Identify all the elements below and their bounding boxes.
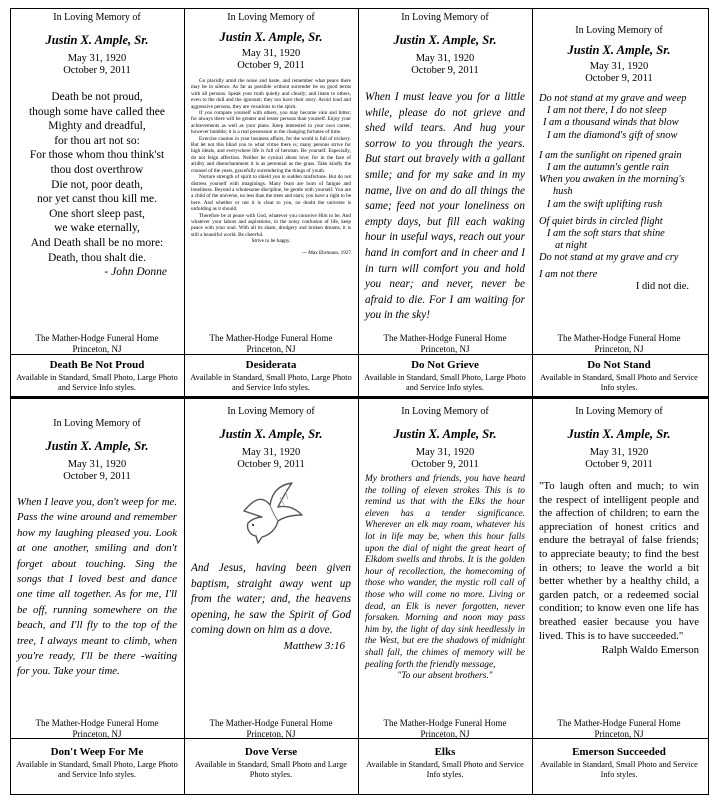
funeral-home [11,333,183,355]
memory-heading: In Loving Memory of [575,406,663,417]
availability-text: Available in Standard, Small Photo and Large Photo styles. [194,760,347,779]
poem-text: "To laugh often and much; to win the respect of intelligent people and the affection of children; to earn the appreciation of honest critics and endure the betrayal of false friends; to appreciate beauty; to find the best in others; to leave the world a bit better whether by a healthy child, a garden patch, or a redeemed social condition; to know even one life has breathed easier because you have lived. This is to have succeeded." [539,480,699,642]
memory-heading: In Loving Memory of [401,12,489,23]
availability-text: Available in Standard, Small Photo and Service Info styles. [540,760,698,779]
poem-line: I am not there, I do not sleep [547,105,667,117]
memory-heading: In Loving Memory of [401,406,489,417]
death-date: October 9, 2011 [237,459,305,470]
memory-heading: In Loving Memory of [227,12,315,23]
deceased-name: Justin X. Ample, Sr. [567,43,671,57]
birth-date: May 31, 1920 [241,48,301,59]
card-do-not-stand [533,25,705,293]
funeral-home [359,718,531,740]
poem-line: we wake eternally, [54,222,140,235]
deceased-name: Justin X. Ample, Sr. [219,30,323,44]
funeral-home-city: Princeton, NJ [420,344,470,354]
memory-heading: In Loving Memory of [53,418,141,429]
birth-date: May 31, 1920 [589,61,649,72]
funeral-home-name: The Mather-Hodge Funeral Home [209,718,333,728]
card-desiderata [185,12,357,256]
birth-date: May 31, 1920 [67,459,127,470]
card-title: Desiderata [245,359,297,371]
poem-line: hush [553,186,573,198]
poem-line: I am a thousand winds that blow [543,117,679,129]
poem-line: Of quiet birds in circled flight [539,215,663,227]
funeral-home [185,333,357,355]
funeral-home [11,718,183,740]
poem-line: I am the swift uplifting rush [547,198,663,210]
availability-text: Available in Standard, Small Photo and Service Info styles. [366,760,524,779]
poem-text: When I must leave you for a little while, please do not grieve and shed wild tears. And hug your sorrow to you through the years. But start out bravely with a gallant smile; and for my sake and in my name, live on and do all things the same; feed not your loneliness on empty days, but fill each waking hour in useful ways, reach out your hand in comfort and in cheer and I in turn will comfort you and hold you near; and never, never be afraid to die. For I am waiting for you in the sky! [365,91,525,322]
availability-text: Available in Standard, Small Photo, Large Photo and Service Info styles. [16,373,178,392]
poem-author: - John Donne [104,266,167,279]
poem-text [191,78,351,256]
poem-text: And Jesus, having been given baptism, straight away went up from the water; and, the heavens opening, he saw the Spirit of God coming down on him as a dove. [191,562,351,637]
poem-line: nor yet canst thou kill me. [36,193,158,206]
funeral-home-city: Princeton, NJ [246,344,296,354]
poem-line: I am the autumn's gentle rain [547,162,669,174]
poem-closing: Strive to be happy. [251,238,291,245]
funeral-home-city: Princeton, NJ [72,729,122,739]
poem-line: I am not there [539,268,598,280]
poem-text: When I leave you, don't weep for me. Pass the wine around and remember how my laughing pleased you. Look at one another, smiling and don't forget about touching. Sing the songs that I loved best and dance one time all together. As for me, I'll be off, running somewhere on the beach, and I'll fly to the top of the tree, I always meant to climb, when you're ready, I'll be there -waiting for you. Take your time. [17,496,177,678]
death-date: October 9, 2011 [411,459,479,470]
verse-reference: Matthew 3:16 [283,639,345,652]
poem-paragraph: Therefore be at peace with God, whatever you conceive Him to be. And whatever your labors and aspirations, in the noisy confusion of life, keep peace with your soul. With all its sham, drudgery and broken dreams, it is still a beautiful world. Be cheerful. [191,212,351,238]
availability-text: Available in Standard, Small Photo and Service Info styles. [540,373,698,392]
birth-date: May 31, 1920 [67,53,127,64]
card-elks [359,406,531,683]
card-title: Dove Verse [244,746,298,758]
funeral-home [533,333,705,355]
availability-text: Available in Standard, Small Photo, Large Photo and Service Info styles. [16,760,178,779]
card-do-not-grieve [359,12,531,324]
poem-line: thou dost overthrow [50,163,144,176]
card-title: Emerson Succeeded [572,746,666,758]
deceased-name: Justin X. Ample, Sr. [393,33,497,47]
funeral-home-name: The Mather-Hodge Funeral Home [209,333,333,343]
dove-icon [191,479,351,549]
poem-line: For those whom thou think'st [29,149,165,162]
funeral-home-name: The Mather-Hodge Funeral Home [557,333,681,343]
poem-line: I am the diamond's gift of snow [547,129,678,141]
poem-text [17,90,177,265]
deceased-name: Justin X. Ample, Sr. [45,33,149,47]
deceased-name: Justin X. Ample, Sr. [393,427,497,441]
funeral-home-name: The Mather-Hodge Funeral Home [383,333,507,343]
poem-line: And Death shall be no more: [30,236,164,249]
card-dont-weep-for-me [11,418,183,680]
death-date: October 9, 2011 [63,471,131,482]
poem-author: Ralph Waldo Emerson [601,644,699,657]
death-date: October 9, 2011 [63,65,131,76]
deceased-name: Justin X. Ample, Sr. [219,427,323,441]
poem-closing: "To our absent brothers." [397,671,493,682]
poem-text: My brothers and friends, you have heard the tolling of eleven strokes This is to remind us that with the Elks the hour eleven has a tender significance. Wherever an elk may roam, whatever his lot in life may be, when this hour falls upon the dial of night the great heart of Elkdom swells and throbs. It is the golden hour of recollection, the homecoming of those who wander, the mystic roll call of those who will come no more. Living or dead, an Elk is never forgotten, never forsaken. Morning and noon may pass him by, the light of day sink heedlessly in the West, but ere the shadows of midnight shall fall, the chimes of memory will be pealing forth the friendly message, [365,474,525,670]
death-date: October 9, 2011 [411,65,479,76]
poem-line: Do not stand at my grave and weep [539,93,687,104]
funeral-home-city: Princeton, NJ [594,344,644,354]
funeral-home [185,718,357,740]
card-title: Do Not Stand [587,359,651,371]
poem-author: --- Max Ehrmann, 1927 [301,249,351,256]
poem-line: I am the soft stars that shine [547,228,665,240]
funeral-home-name: The Mather-Hodge Funeral Home [383,718,507,728]
birth-date: May 31, 1920 [589,447,649,458]
poem-paragraph: Go placidly amid the noise and haste, and remember what peace there may be in silence. As far as possible without surrender be on good terms with all persons. Speak your truth quietly and clearly; and listen to others, even to the dull and the ignorant; they too have their story. Avoid loud and aggressive persons, they are vexations to the spirit. [191,78,351,110]
poem-paragraph: Exercise caution in your business affairs, for the world is full of trickery. But let not this blind you to what virtue there is; many persons strive for high ideals, and everywhere life is full of heroism. Be yourself. Especially, do not feign affection. Neither be cynical about love; for in the face of aridity and disenchantment it is as perennial as the grass. Take kindly the counsel of the years, gracefully surrendering the things of youth. [191,135,351,174]
memory-heading: In Loving Memory of [575,25,663,36]
birth-date: May 31, 1920 [415,447,475,458]
card-title: Elks [434,746,456,758]
memory-heading: In Loving Memory of [53,12,141,23]
poem-line: Do not stand at my grave and cry [539,252,679,264]
card-title: Do Not Grieve [411,359,479,371]
death-date: October 9, 2011 [585,459,653,470]
poem-paragraph: If you compare yourself with others, you may become vain and bitter; for always there will be greater and lesser persons than yourself. Enjoy your achievements as well as your plans. Keep interested in your own career, however humble; it is a real possession in the changing fortunes of time. [191,110,351,136]
card-emerson-succeeded [533,406,705,658]
poem-line: Die not, poor death, [51,178,143,191]
death-date: October 9, 2011 [237,60,305,71]
poem-line [539,142,699,150]
funeral-home-name: The Mather-Hodge Funeral Home [35,718,159,728]
card-death-be-not-proud [11,12,183,280]
row-divider [11,396,708,399]
card-title: Don't Weep For Me [50,746,144,758]
poem-paragraph: Nurture strength of spirit to shield you in sudden misfortune. But do not distress yourself with imaginings. Many fears are born of fatigue and loneliness. Beyond a wholesome discipline, be gentle with yourself. You are a child of the universe, no less than the trees and stars; you have a right to be here. And whether or not it is clear to you, no doubt the universe is unfolding as it should. [191,174,351,213]
poem-line: Mighty and dreadful, [48,120,146,133]
deceased-name: Justin X. Ample, Sr. [567,427,671,441]
card-title: Death Be Not Proud [49,359,145,371]
funeral-home-city: Princeton, NJ [420,729,470,739]
poem-line: for thou art not so: [54,134,140,147]
funeral-home-city: Princeton, NJ [72,344,122,354]
poem-line: I did not die. [635,280,689,292]
funeral-home [359,333,531,355]
poem-line: I am the sunlight on ripened grain [539,149,682,161]
birth-date: May 31, 1920 [415,53,475,64]
card-dove-verse [185,406,357,654]
poem-line: Death, thou shalt die. [47,251,147,264]
funeral-home-city: Princeton, NJ [246,729,296,739]
poem-line: One short sleep past, [49,207,145,220]
death-date: October 9, 2011 [585,73,653,84]
poem-line: Death be not proud, [51,91,143,103]
poem-line: When you awaken in the morning's [539,174,685,186]
birth-date: May 31, 1920 [241,447,301,458]
availability-text: Available in Standard, Small Photo, Large Photo and Service Info styles. [364,373,526,392]
availability-text: Available in Standard, Small Photo, Large Photo and Service Info styles. [190,373,352,392]
funeral-home [533,718,705,740]
poem-line: though some have called thee [28,105,166,118]
memory-heading: In Loving Memory of [227,406,315,417]
funeral-home-name: The Mather-Hodge Funeral Home [557,718,681,728]
poem-line: at night [555,240,588,252]
poem-text [539,93,699,293]
funeral-home-city: Princeton, NJ [594,729,644,739]
funeral-home-name: The Mather-Hodge Funeral Home [35,333,159,343]
deceased-name: Justin X. Ample, Sr. [45,439,149,453]
